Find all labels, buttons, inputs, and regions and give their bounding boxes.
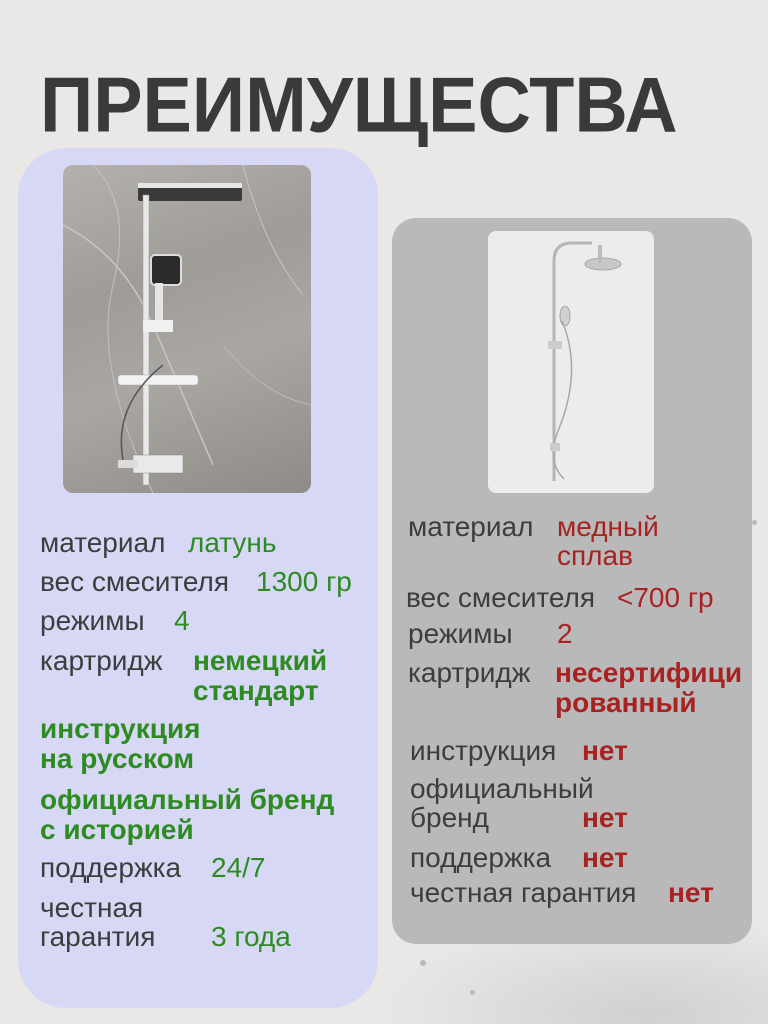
right-modes-value: 2 — [557, 618, 573, 649]
left-instruction-line1: инструкция — [40, 713, 201, 744]
right-support-value: нет — [582, 842, 628, 873]
right-cartridge-value-line1: несертифици — [555, 657, 743, 688]
left-brand-line2: с историей — [40, 814, 194, 845]
left-warranty-value: 3 года — [211, 921, 291, 952]
water-drop — [420, 960, 426, 966]
right-warranty-value: нет — [668, 877, 714, 908]
page-title: ПРЕИМУЩЕСТВА — [40, 60, 678, 149]
competitor-shower-illustration — [488, 231, 654, 493]
left-cartridge-value-line1: немецкий — [193, 645, 328, 676]
right-instruction-value: нет — [582, 735, 628, 766]
left-brand-line1: официальный бренд — [40, 784, 335, 815]
right-weight-label: вес смесителя — [406, 582, 596, 613]
right-support-label: поддержка — [410, 842, 552, 873]
right-brand-label-line2: бренд — [410, 802, 489, 833]
right-material-value-line2: сплав — [557, 540, 633, 571]
right-warranty-label: честная гарантия — [410, 877, 637, 908]
product-photo-competitor-shower — [488, 231, 654, 493]
left-cartridge-label: картридж — [40, 645, 163, 676]
right-weight-value: <700 гр — [617, 582, 714, 613]
water-drop — [752, 520, 757, 525]
left-support-label: поддержка — [40, 852, 182, 883]
left-weight-value: 1300 гр — [256, 566, 352, 597]
right-modes-label: режимы — [408, 618, 513, 649]
shower-set-illustration — [63, 165, 311, 493]
left-cartridge-value-line2: стандарт — [193, 675, 319, 706]
left-warranty-label-line2: гарантия — [40, 921, 156, 952]
left-support-value: 24/7 — [211, 852, 266, 883]
left-modes-value: 4 — [174, 605, 190, 636]
right-cartridge-value-line2: рованный — [555, 687, 697, 718]
right-material-value-line1: медный — [557, 511, 659, 542]
right-instruction-label: инструкция — [410, 735, 557, 766]
right-brand-label-line1: официальный — [410, 773, 594, 804]
right-brand-value: нет — [582, 802, 628, 833]
product-photo-shower-set — [63, 165, 311, 493]
left-material-label: материал — [40, 527, 166, 558]
left-weight-label: вес смесителя — [40, 566, 230, 597]
left-instruction-line2: на русском — [40, 743, 195, 774]
left-material-value: латунь — [188, 527, 277, 558]
left-warranty-label-line1: честная — [40, 892, 144, 923]
water-drop — [470, 990, 475, 995]
right-material-label: материал — [408, 511, 534, 542]
left-modes-label: режимы — [40, 605, 145, 636]
right-cartridge-label: картридж — [408, 657, 531, 688]
